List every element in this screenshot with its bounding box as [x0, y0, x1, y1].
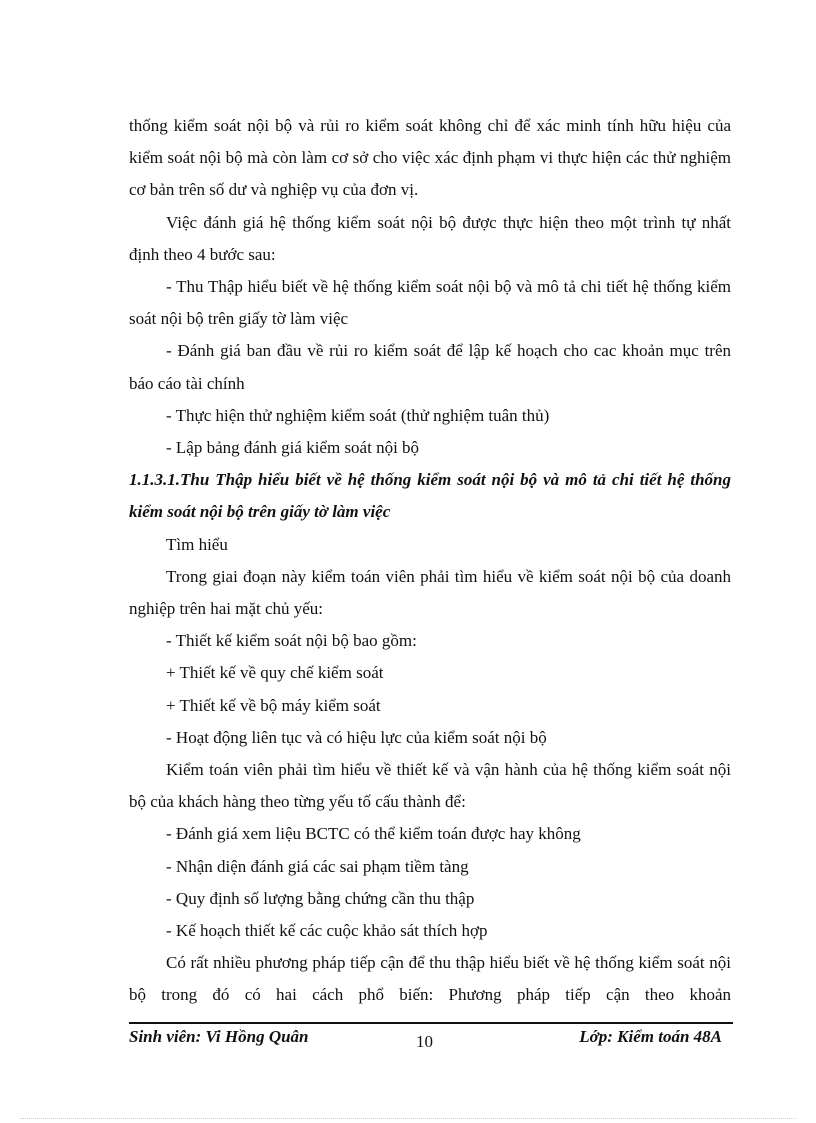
paragraph-stage: Trong giai đoạn này kiểm toán viên phải tìm hiểu về kiểm soát nội bộ của doanh nghiệp trên hai mặt chủ yếu: [129, 566, 731, 619]
page-bottom-border [20, 1118, 796, 1119]
section-heading: 1.1.3.1.Thu Thập hiểu biết về hệ thống kiểm soát nội bộ và mô tả chi tiết hệ thống kiểm soát nội bộ trên giấy tờ làm việc [129, 470, 731, 522]
step-item-1: - Thu Thập hiểu biết về hệ thống kiểm soát nội bộ và mô tả chi tiết hệ thống kiểm soát nội bộ trên giấy tờ làm việc [129, 277, 731, 329]
page-number: 10 [416, 1032, 433, 1051]
footer-class: Lớp: Kiểm toán 48A [579, 1027, 722, 1046]
aspect-item-4: - Hoạt động liên tục và có hiệu lực của kiểm soát nội bộ [166, 727, 547, 747]
paragraph-continuation: thống kiểm soát nội bộ và rủi ro kiểm soát không chỉ để xác minh tính hữu hiệu của kiểm soát nội bộ mà còn làm cơ sở cho việc xác định phạm vi thực hiện các thử nghiệm cơ bản trên số dư và nghiệp vụ của đơn vị. [129, 116, 731, 200]
subheading: Tìm hiểu [166, 534, 228, 554]
purpose-item-3: - Quy định số lượng bằng chứng cần thu thập [166, 888, 475, 908]
page-body [129, 110, 731, 1012]
step-item-3: - Thực hiện thử nghiệm kiểm soát (thử nghiệm tuân thủ) [166, 405, 550, 425]
aspect-item-1: - Thiết kế kiểm soát nội bộ bao gồm: [166, 631, 417, 651]
paragraph-methods: Có rất nhiều phương pháp tiếp cận để thu thập hiểu biết về hệ thống kiểm soát nội bộ trong đó có hai cách phổ biến: Phương pháp tiếp cận theo khoản [129, 953, 731, 1005]
aspect-item-2: + Thiết kế về quy chế kiểm soát [166, 663, 384, 683]
purpose-item-4: - Kế hoạch thiết kế các cuộc khảo sát thích hợp [166, 921, 488, 941]
paragraph-auditor: Kiểm toán viên phải tìm hiểu về thiết kế và vận hành của hệ thống kiểm soát nội bộ của khách hàng theo từng yếu tố cấu thành để: [129, 760, 731, 812]
footer-divider [129, 1022, 733, 1024]
paragraph-evaluation-intro: Việc đánh giá hệ thống kiểm soát nội bộ được thực hiện theo một trình tự nhất định theo 4 bước sau: [129, 212, 731, 264]
purpose-item-1: - Đánh giá xem liệu BCTC có thể kiểm toán được hay không [166, 824, 581, 844]
step-item-4: - Lập bảng đánh giá kiểm soát nội bộ [166, 438, 420, 458]
aspect-item-3: + Thiết kế về bộ máy kiểm soát [166, 695, 381, 715]
purpose-item-2: - Nhận diện đánh giá các sai phạm tiềm tàng [166, 856, 469, 876]
step-item-2: - Đánh giá ban đầu về rủi ro kiểm soát để lập kế hoạch cho cac khoản mục trên báo cáo tài chính [129, 341, 731, 393]
footer-student: Sinh viên: Vi Hồng Quân [129, 1027, 309, 1046]
